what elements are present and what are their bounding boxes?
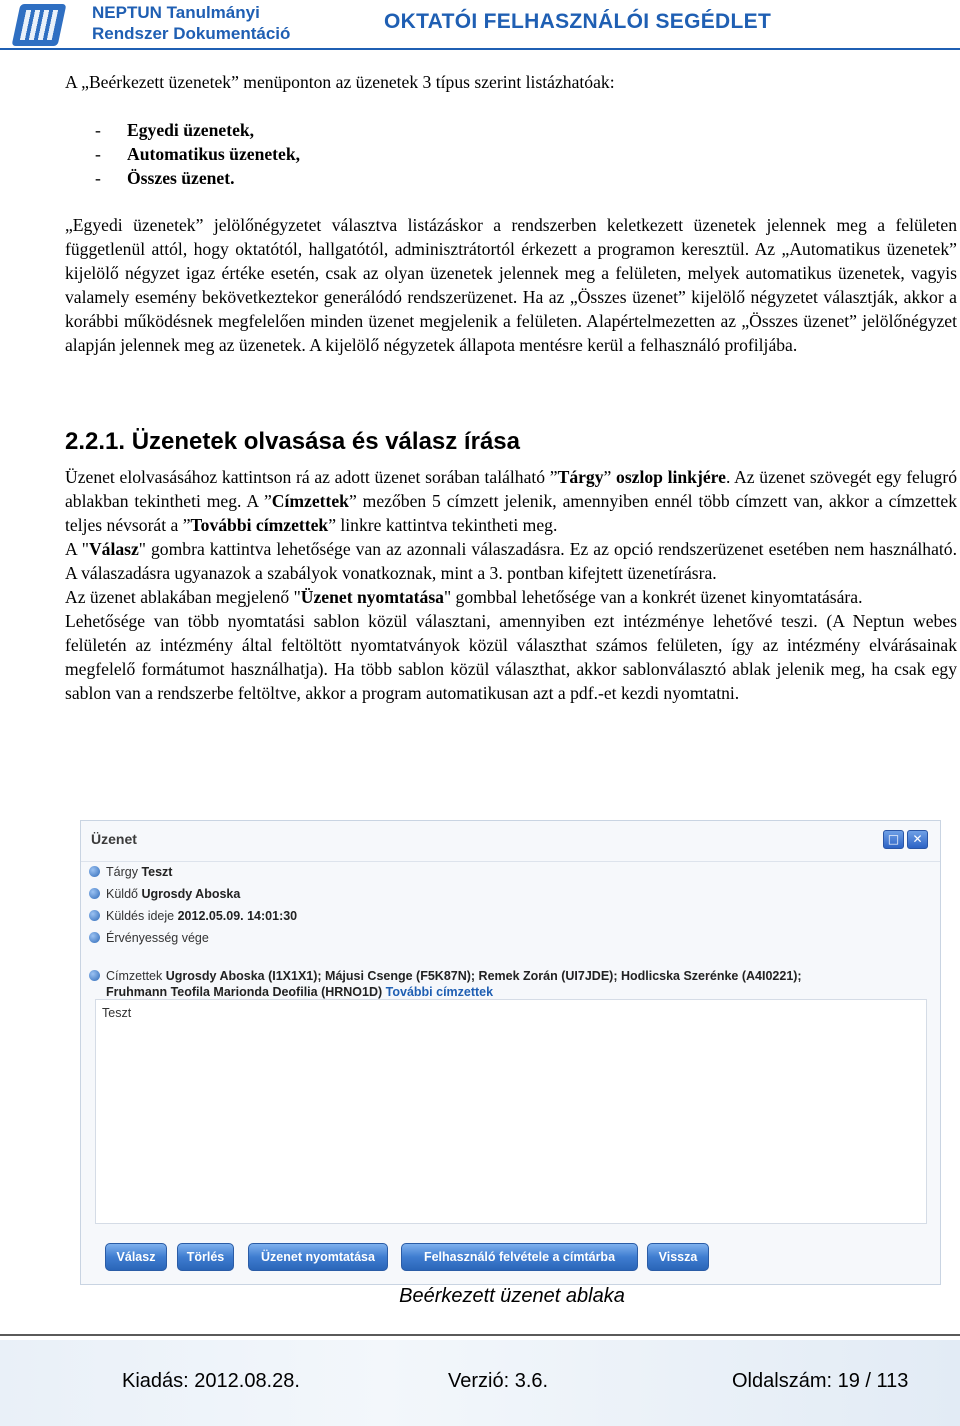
close-icon[interactable]: ✕	[907, 830, 928, 849]
header-rule	[0, 48, 960, 50]
field-validity: Érvényesség vége	[89, 931, 209, 945]
brand-line-2: Rendszer Dokumentáció	[92, 24, 291, 43]
figure-caption: Beérkezett üzenet ablaka	[399, 1285, 625, 1307]
list-item: - Automatikus üzenetek,	[95, 144, 301, 164]
message-dialog	[80, 820, 941, 1285]
print-message-button[interactable]: Üzenet nyomtatása	[248, 1243, 388, 1271]
message-body	[95, 999, 927, 1224]
footer-rule	[0, 1334, 960, 1336]
page-number: Oldalszám: 19 / 113	[732, 1370, 909, 1392]
bullet-icon	[89, 910, 100, 921]
delete-button[interactable]: Törlés	[177, 1243, 234, 1271]
reply-button[interactable]: Válasz	[105, 1243, 167, 1271]
list-item: - Összes üzenet.	[95, 168, 235, 188]
brand-line-1: NEPTUN Tanulmányi	[92, 3, 260, 22]
message-type-list	[95, 118, 300, 190]
section-heading: 2.2.1. Üzenetek olvasása és válasz írása	[65, 428, 520, 455]
field-recipients: Címzettek Ugrosdy Aboska (I1X1X1); Májusi Csenge (F5K87N); Remek Zorán (UI7JDE); Hodlicska Szerénke (A4I0221);	[89, 969, 802, 983]
page-header	[0, 0, 960, 52]
section-body	[65, 465, 957, 705]
version: Verzió: 3.6.	[448, 1370, 549, 1392]
field-sender: Küldő Ugrosdy Aboska	[89, 887, 240, 901]
paragraph-templates: Lehetősége van több nyomtatási sablon közül választani, amennyiben ezt intézménye lehetővé teszi. (A Neptun webes felületén az intézmény által feltöltött nyomtatványok közül választhat számos felületen, így az intézmény elvárásainak megfelelő formátumot használhatja). Ha több sablon közül választhat, akkor sablonválasztó ablak jelenik meg, ha csak egy sablon van a rendszerbe feltöltve, akkor a program automatikusan azt a pdf.-et kezdi nyomtatni.	[65, 611, 957, 703]
issue-date: Kiadás: 2012.08.28.	[122, 1370, 300, 1392]
field-recipients-cont: Fruhmann Teofila Marionda Deofilia (HRNO1D) További címzettek	[106, 985, 494, 999]
main-paragraph: „Egyedi üzenetek” jelölőnégyzetet választva listázáskor a rendszerben keletkezett üzenetek jelennek meg a felületen függetlenül attól, hogy oktatótól, hallgatótól, adminisztrátortól érkezett a programon keresztül. Az „Automatikus üzenetek” kijelölő négyzet igaz értéke esetén, csak az olyan üzenetek jelennek meg a felületen, melyek automatikus üzenetek, vagyis valamely esemény bekövetkeztekor generálódó rendszerüzenet. Ha az „Összes üzenet” kijelölő négyzetet választják, akkor a korábbi működésnek megfelelően minden üzenet megjelenik a felületen. Alapértelmezetten az „Összes üzenet” jelölőnégyzet alapján jelennek meg az üzenetek. A kijelölő négyzetek állapota mentésre kerül a felhasználó profiljába.	[65, 215, 957, 355]
more-recipients-link[interactable]: További címzettek	[385, 985, 494, 999]
field-sent-time: Küldés ideje 2012.05.09. 14:01:30	[89, 909, 297, 923]
list-item: - Egyedi üzenetek,	[95, 120, 255, 140]
bullet-icon	[89, 866, 100, 877]
bullet-icon	[89, 888, 100, 899]
bullet-icon	[89, 932, 100, 943]
brand	[92, 2, 290, 44]
field-subject: Tárgy Teszt	[89, 865, 172, 879]
back-button[interactable]: Vissza	[647, 1243, 709, 1271]
paragraph-read: Üzenet elolvasásához kattintson rá az adott üzenet sorában található ”Tárgy” oszlop linkjére. Az üzenet szövegét egy felugró ablakban tekintheti meg. A ”Címzettek” mezőben 5 címzett jelenik, amennyiben ennél több címzett van, akkor a címzettek teljes névsorát a ”További címzettek” linkre kattintva tekintheti meg.	[65, 467, 957, 535]
intro-text: A „Beérkezett üzenetek” menüponton az üzenetek 3 típus szerint listázhatóak:	[65, 72, 615, 92]
neptun-logo	[12, 4, 67, 46]
add-to-directory-button[interactable]: Felhasználó felvétele a címtárba	[401, 1243, 638, 1271]
maximize-icon[interactable]: □	[883, 830, 904, 849]
dialog-title: Üzenet	[91, 831, 137, 847]
page-footer	[0, 1340, 960, 1426]
paragraph-print: Az üzenet ablakában megjelenő "Üzenet nyomtatása" gombbal lehetősége van a konkrét üzenet kinyomtatására.	[65, 587, 863, 607]
message-body-text: Teszt	[102, 1006, 132, 1020]
bullet-icon	[89, 970, 100, 981]
paragraph-reply: A "Válasz" gombra kattintva lehetősége van az azonnali válaszadásra. Ez az opció rendszerüzenet esetében nem használható. A válaszadásra ugyanazok a szabályok vonatkoznak, mint a 3. pontban kifejtett üzenetírásra.	[65, 539, 957, 583]
header-title: OKTATÓI FELHASZNÁLÓI SEGÉDLET	[384, 10, 772, 33]
